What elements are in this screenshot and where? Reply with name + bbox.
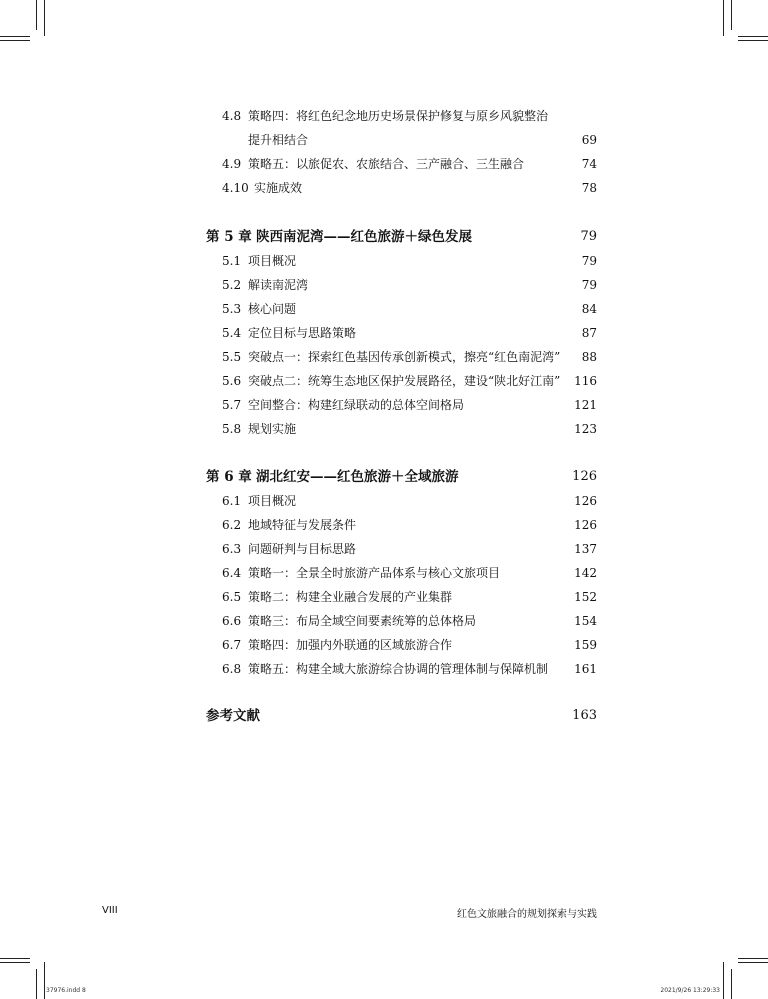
toc-entry-title: 策略四：将红色纪念地历史场景保护修复与原乡风貌整治 [248, 109, 549, 123]
toc-entry-page: 121 [574, 398, 597, 412]
toc-entry-page: 116 [574, 374, 597, 388]
toc-entry[interactable] [0, 515, 768, 535]
toc-entry-page: 154 [574, 614, 597, 628]
toc-entry-number: 6.5 [222, 590, 242, 604]
toc-entry-title: 问题研判与目标思路 [248, 542, 357, 556]
toc-entry-title: 规划实施 [248, 422, 297, 436]
crop-mark [731, 969, 732, 999]
crop-mark [723, 962, 724, 999]
toc-entry[interactable] [0, 659, 768, 679]
toc-entry-page: 126 [574, 518, 597, 532]
toc-entry[interactable] [0, 299, 768, 319]
toc-entry[interactable] [0, 611, 768, 631]
toc-entry[interactable] [0, 130, 768, 150]
toc-entry-title: 策略一：全景全时旅游产品体系与核心文旅项目 [248, 566, 501, 580]
toc-entry-page: 78 [581, 181, 597, 195]
toc-references[interactable] [0, 706, 768, 726]
toc-entry-title: 策略四：加强内外联通的区域旅游合作 [248, 638, 453, 652]
toc-entry-page: 88 [581, 350, 597, 364]
toc-entry-title: 突破点二：统筹生态地区保护发展路径，建设“陕北好江南” [248, 374, 561, 388]
toc-entry-number: 6.6 [222, 614, 242, 628]
crop-mark [738, 958, 768, 959]
crop-mark [44, 962, 45, 999]
slug-filename: 37976.indd 8 [46, 987, 86, 994]
toc-entry[interactable] [0, 635, 768, 655]
toc-entry-number: 6.8 [222, 662, 242, 676]
toc-entry[interactable] [0, 178, 768, 198]
toc-entry-page: 159 [574, 638, 597, 652]
toc-references-page: 163 [572, 708, 597, 723]
toc-entry-page: 79 [581, 278, 597, 292]
crop-mark [0, 40, 30, 41]
toc-entry-title: 项目概况 [248, 494, 297, 508]
toc-chapter[interactable] [0, 227, 768, 247]
crop-mark [36, 0, 37, 30]
toc-entry-page: 74 [581, 157, 597, 171]
toc-entry-number: 6.3 [222, 542, 242, 556]
toc-chapter-page: 126 [572, 469, 597, 484]
toc-entry-number: 4.9 [222, 157, 242, 171]
toc-entry-title: 提升相结合 [248, 133, 309, 147]
toc-entry-page: 84 [581, 302, 597, 316]
toc-entry-title: 策略五：构建全域大旅游综合协调的管理体制与保障机制 [248, 662, 549, 676]
toc-entry[interactable] [0, 395, 768, 415]
toc-entry[interactable] [0, 587, 768, 607]
toc-entry-number: 6.4 [222, 566, 242, 580]
toc-entry-title: 实施成效 [254, 181, 303, 195]
toc-entry-number: 5.6 [222, 374, 242, 388]
toc-entry[interactable] [0, 106, 768, 126]
toc-entry-page: 126 [574, 494, 597, 508]
toc-chapter-page: 79 [580, 229, 597, 244]
toc-entry[interactable] [0, 491, 768, 511]
toc-entry-title: 地域特征与发展条件 [248, 518, 357, 532]
footer-book-title: 红色文旅融合的规划探索与实践 [457, 909, 597, 920]
crop-mark [738, 40, 768, 41]
toc-entry[interactable] [0, 539, 768, 559]
footer-page-number: VIII [102, 905, 118, 916]
crop-mark [0, 962, 30, 963]
toc-entry-page: 161 [574, 662, 597, 676]
toc-entry-page: 123 [574, 422, 597, 436]
toc-chapter[interactable] [0, 467, 768, 487]
toc-entry-title: 定位目标与思路策略 [248, 326, 357, 340]
crop-mark [731, 0, 732, 30]
toc-entry-number: 5.2 [222, 278, 242, 292]
toc-entry-page: 69 [581, 133, 597, 147]
toc-entry-title: 空间整合：构建红绿联动的总体空间格局 [248, 398, 465, 412]
toc-entry-number: 4.10 [222, 181, 249, 195]
toc-entry[interactable] [0, 154, 768, 174]
toc-entry-title: 核心问题 [248, 302, 297, 316]
toc-entry[interactable] [0, 371, 768, 391]
toc-chapter-title: 陕西南泥湾——红色旅游＋绿色发展 [256, 229, 472, 245]
toc-entry-number: 6.7 [222, 638, 242, 652]
toc-entry-number: 5.3 [222, 302, 242, 316]
toc-entry-title: 策略二：构建全业融合发展的产业集群 [248, 590, 453, 604]
toc-chapter-title: 湖北红安——红色旅游＋全域旅游 [256, 469, 459, 485]
toc-entry-page: 142 [574, 566, 597, 580]
toc-entry-number: 5.1 [222, 254, 242, 268]
toc-entry[interactable] [0, 275, 768, 295]
crop-mark [36, 969, 37, 999]
toc-entry[interactable] [0, 347, 768, 367]
slug-datetime: 2021/9/26 13:29:33 [660, 987, 720, 994]
toc-entry-number: 5.7 [222, 398, 242, 412]
toc-entry-page: 137 [574, 542, 597, 556]
crop-mark [738, 962, 768, 963]
toc-entry-number: 4.8 [222, 109, 242, 123]
toc-references-title: 参考文献 [206, 708, 260, 724]
toc-entry-title: 突破点一：探索红色基因传承创新模式，擦亮“红色南泥湾” [248, 350, 561, 364]
crop-mark [0, 36, 30, 37]
crop-mark [0, 958, 30, 959]
toc-entry[interactable] [0, 419, 768, 439]
toc-chapter-number: 第 6 章 [206, 469, 252, 485]
toc-entry-title: 策略五：以旅促农、农旅结合、三产融合、三生融合 [248, 157, 525, 171]
toc-entry[interactable] [0, 251, 768, 271]
toc-entry-page: 87 [581, 326, 597, 340]
toc-entry-title: 解读南泥湾 [248, 278, 309, 292]
toc-entry[interactable] [0, 563, 768, 583]
toc-entry[interactable] [0, 323, 768, 343]
toc-entry-number: 5.8 [222, 422, 242, 436]
toc-entry-page: 79 [581, 254, 597, 268]
crop-mark [723, 0, 724, 36]
toc-entry-number: 6.2 [222, 518, 242, 532]
crop-mark [738, 36, 768, 37]
toc-entry-page: 152 [574, 590, 597, 604]
toc-entry-number: 6.1 [222, 494, 242, 508]
toc-entry-title: 策略三：布局全域空间要素统筹的总体格局 [248, 614, 477, 628]
toc-chapter-number: 第 5 章 [206, 229, 252, 245]
toc-entry-title: 项目概况 [248, 254, 297, 268]
toc-entry-number: 5.5 [222, 350, 242, 364]
toc-entry-number: 5.4 [222, 326, 242, 340]
crop-mark [44, 0, 45, 36]
